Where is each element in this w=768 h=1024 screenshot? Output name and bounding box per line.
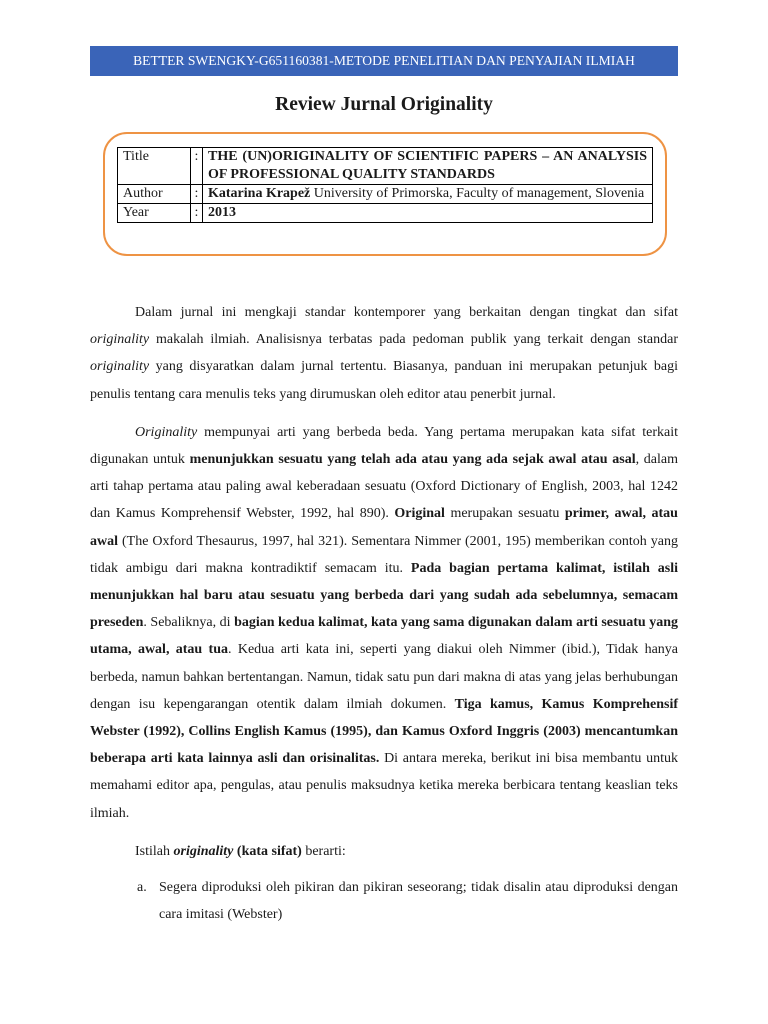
- p2-text-5: . Sebaliknya, di: [143, 615, 235, 631]
- p2-text-7: Di antara mereka, berikut ini bisa membantu untuk memahami editor apa, pengulas, atau penulis maksudnya ketika mereka berbicara tentang keaslian teks ilmiah.: [90, 751, 679, 821]
- p2-emphasis-3: primer, awal, atau awal: [90, 506, 678, 549]
- list-item: [137, 874, 678, 928]
- document-title: Review Jurnal Originality: [275, 94, 493, 115]
- author-colon: :: [191, 185, 203, 204]
- year-value: 2013: [203, 204, 653, 223]
- author-row: [118, 185, 653, 204]
- p2-text-4: (The Oxford Thesaurus, 1997, hal 321). Sementara Nimmer (2001, 195) memberikan contoh yang tidak ambigu dari makna kontradiktif semacam itu.: [90, 533, 678, 576]
- list-marker: a.: [137, 880, 147, 895]
- p1-term-2: originality: [90, 359, 150, 375]
- p2-text-2: , dalam arti tahap pertama atau paling awal keberadaan sesuatu (Oxford Dictionary of English, 2003, hal 1242 dan Kamus Komprehensif Webster, 1992, hal 890).: [90, 452, 678, 522]
- author-affiliation: University of Primorska, Faculty of management, Slovenia: [310, 186, 645, 201]
- year-colon: :: [191, 204, 203, 223]
- p1-text-2: makalah ilmiah. Analisisnya terbatas pada pedoman publik yang terkait dengan standar: [149, 332, 678, 348]
- paragraph-term-definition: [90, 838, 678, 865]
- p3-text-2: berarti:: [301, 843, 346, 859]
- document-header-bar: [90, 46, 678, 76]
- p2-text-6: . Kedua arti kata ini, seperti yang diakui oleh Nimmer (ibid.), Tidak hanya berbeda, namun bahkan bertentangan. Namun, tidak satu pun dari makna di atas yang jelas berhubungan dengan isu kepengarangan otentik dalam ilmiah dokumen.: [90, 642, 679, 712]
- author-label: Author: [118, 185, 191, 204]
- title-colon: :: [191, 148, 203, 185]
- p3-text-1: Istilah: [135, 843, 174, 859]
- title-row: [118, 148, 653, 185]
- p2-emphasis-1: menunjukkan sesuatu yang telah ada atau yang ada sejak awal atau asal: [189, 452, 636, 468]
- p2-emphasis-2: Original: [394, 506, 445, 522]
- p1-text-1: Dalam jurnal ini mengkaji standar kontemporer yang berkaitan dengan tingkat dan sifat: [135, 305, 678, 320]
- paragraph-originality-meaning: [90, 419, 678, 827]
- paragraph-intro: [90, 299, 678, 408]
- definition-list: [137, 874, 678, 928]
- journal-info-table: [117, 147, 653, 223]
- header-text: BETTER SWENGKY-G651160381-METODE PENELITIAN DAN PENYAJIAN ILMIAH: [133, 53, 635, 68]
- list-item-text: Segera diproduksi oleh pikiran dan pikiran seseorang; tidak disalin atau diproduksi dengan cara imitasi (Webster): [159, 880, 678, 923]
- title-value: THE (UN)ORIGINALITY OF SCIENTIFIC PAPERS – AN ANALYSIS OF PROFESSIONAL QUALITY STANDARDS: [203, 148, 653, 185]
- year-label: Year: [118, 204, 191, 223]
- author-value: [203, 185, 653, 204]
- p2-term-1: Originality: [135, 424, 198, 440]
- p2-emphasis-4: Pada bagian pertama kalimat, istilah asli menunjukkan hal baru atau sesuatu yang berbeda dari yang sudah ada sebelumnya, semacam preseden: [90, 560, 678, 631]
- year-row: [118, 204, 653, 223]
- p3-term: originality: [173, 843, 234, 859]
- title-label: Title: [118, 148, 191, 185]
- p2-text-3: merupakan sesuatu: [444, 506, 565, 522]
- p2-text-1: mempunyai arti yang berbeda beda. Yang pertama merupakan kata sifat terkait digunakan untuk: [90, 424, 678, 468]
- p1-term-1: originality: [90, 332, 150, 348]
- p2-emphasis-5: bagian kedua kalimat, kata yang sama digunakan dalam arti sesuatu yang utama, awal, atau tua: [90, 615, 678, 658]
- p2-emphasis-6: Tiga kamus, Kamus Komprehensif Webster (1992), Collins English Kamus (1995), dan Kamus Oxford Inggris (2003) mencantumkan beberapa arti kata lainnya asli dan orisinalitas.: [90, 696, 679, 767]
- author-name: Katarina Krapež: [208, 186, 311, 201]
- p1-text-3: yang disyaratkan dalam jurnal tertentu. Biasanya, panduan ini merupakan petunjuk bagi penulis tentang cara menulis teks yang dirumuskan oleh editor atau penerbit jurnal.: [90, 359, 678, 402]
- body-text: [90, 299, 678, 865]
- p3-emphasis: (kata sifat): [233, 843, 302, 859]
